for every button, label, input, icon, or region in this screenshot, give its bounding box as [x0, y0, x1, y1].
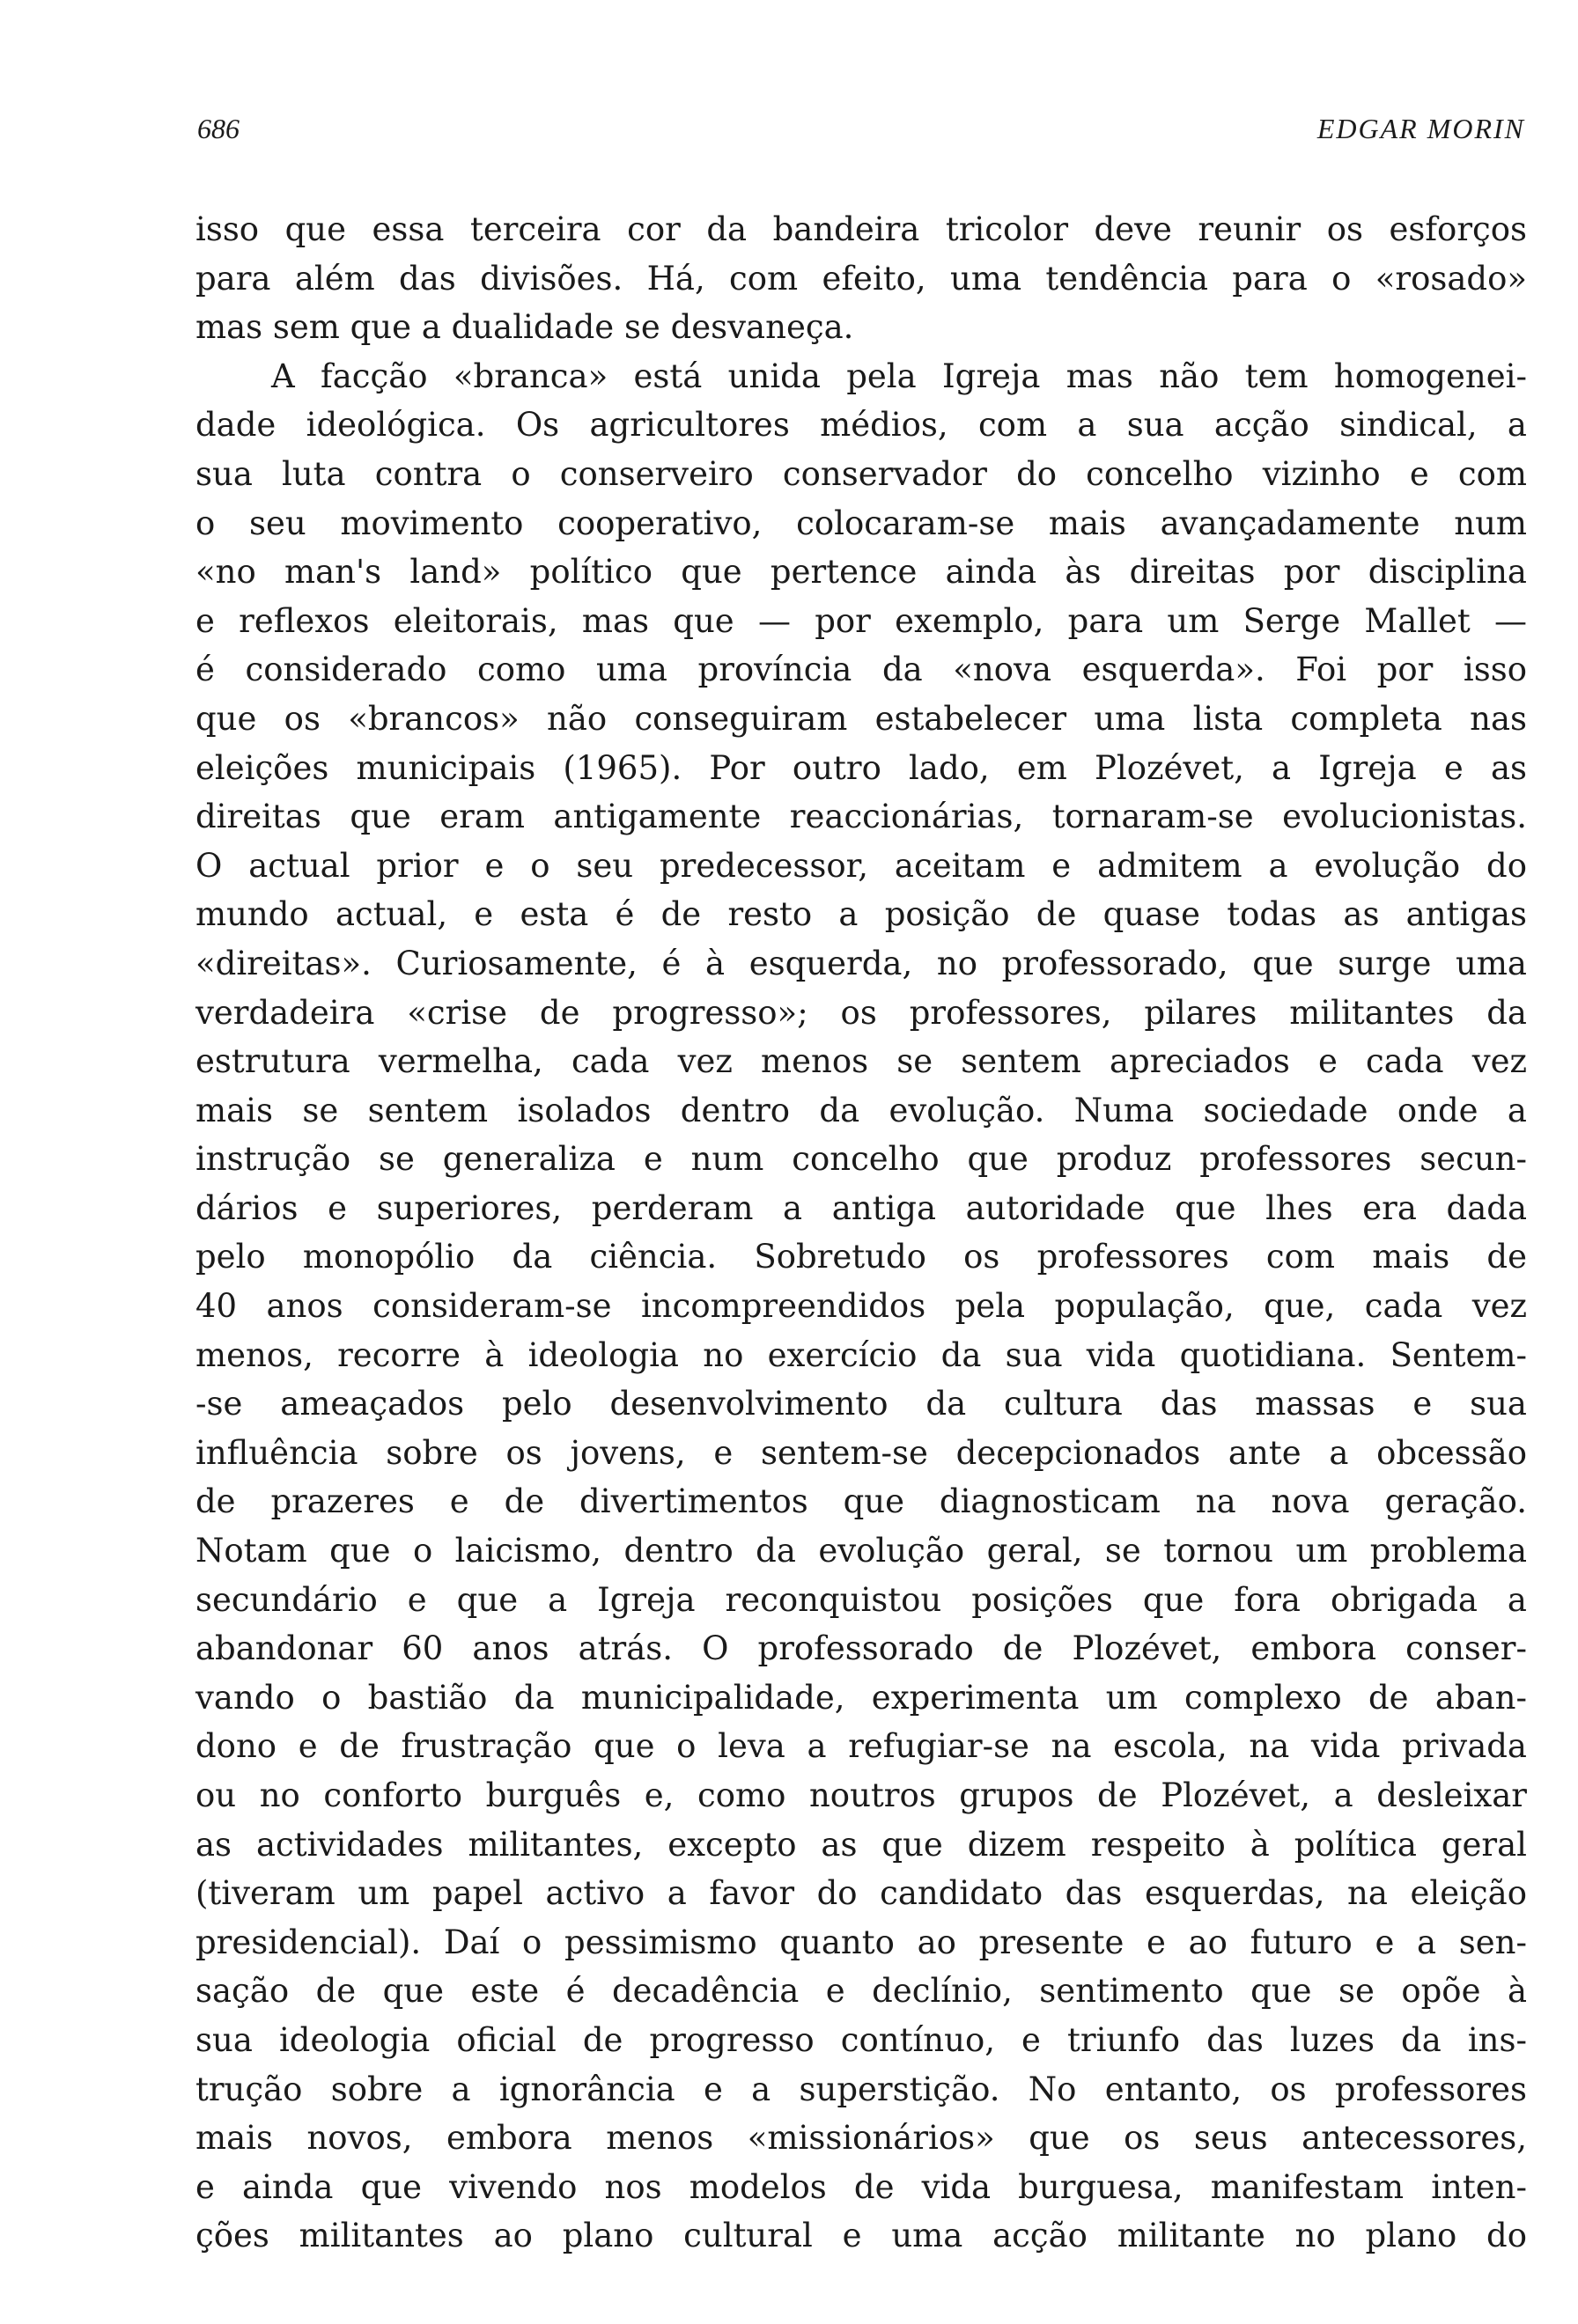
text-line: «no man's land» político que pertence ainda às direitas por disciplina: [195, 553, 1527, 592]
running-header: [197, 113, 1525, 153]
text-line: O actual prior e o seu predecessor, aceitam e admitem a evolução do: [195, 846, 1527, 885]
text-line: abandonar 60 anos atrás. O professorado de Plozévet, embora conser-: [195, 1629, 1527, 1668]
text-line: menos, recorre à ideologia no exercício da sua vida quotidiana. Sentem-: [195, 1335, 1527, 1374]
text-line: vando o bastião da municipalidade, experimenta um complexo de aban-: [195, 1678, 1527, 1717]
page-number: 686: [197, 113, 240, 144]
text-line: mundo actual, e esta é de resto a posição de quase todas as antigas: [195, 895, 1527, 934]
text-line: as actividades militantes, excepto as que dizem respeito à política geral: [195, 1825, 1527, 1864]
text-line: o seu movimento cooperativo, colocaram-se mais avançadamente num: [195, 504, 1527, 542]
text-line: ou no conforto burguês e, como noutros grupos de Plozévet, a desleixar: [195, 1776, 1527, 1814]
text-line: «direitas». Curiosamente, é à esquerda, no professorado, que surge uma: [195, 944, 1527, 982]
text-line: Notam que o laicismo, dentro da evolução geral, se tornou um problema: [195, 1532, 1527, 1570]
text-line: mais novos, embora menos «missionários» que os seus antecessores,: [195, 2119, 1527, 2158]
text-line: ções militantes ao plano cultural e uma acção militante no plano do: [195, 2217, 1527, 2255]
text-line: de prazeres e de divertimentos que diagnosticam na nova geração.: [195, 1482, 1527, 1521]
text-line: secundário e que a Igreja reconquistou posições que fora obrigada a: [195, 1580, 1527, 1619]
text-line: instrução se generaliza e num concelho que produz professores secun-: [195, 1140, 1527, 1179]
paragraph-first-line: A facção «branca» está unida pela Igreja mas não tem homogenei-: [271, 357, 1527, 395]
text-line: que os «brancos» não conseguiram estabelecer uma lista completa nas: [195, 699, 1527, 738]
running-title: EDGAR MORIN: [1316, 113, 1525, 144]
text-line: 40 anos consideram-se incompreendidos pela população, que, cada vez: [195, 1287, 1527, 1326]
body-text: [195, 205, 1527, 2261]
text-line: sua luta contra o conserveiro conservador do concelho vizinho e com: [195, 454, 1527, 493]
text-line: mais se sentem isolados dentro da evolução. Numa sociedade onde a: [195, 1091, 1527, 1129]
text-line: é considerado como uma província da «nova esquerda». Foi por isso: [195, 651, 1527, 689]
text-line: dade ideológica. Os agricultores médios, com a sua acção sindical, a: [195, 406, 1527, 445]
text-line: dono e de frustração que o leva a refugiar-se na escola, na vida privada: [195, 1727, 1527, 1766]
paragraph-last-line: mas sem que a dualidade se desvaneça.: [195, 308, 854, 347]
text-line: direitas que eram antigamente reaccionárias, tornaram-se evolucionistas.: [195, 798, 1527, 836]
text-line: eleições municipais (1965). Por outro lado, em Plozévet, a Igreja e as: [195, 748, 1527, 787]
text-line: influência sobre os jovens, e sentem-se decepcionados ante a obcessão: [195, 1433, 1527, 1472]
text-line: -se ameaçados pelo desenvolvimento da cultura das massas e sua: [195, 1385, 1527, 1423]
text-line: (tiveram um papel activo a favor do candidato das esquerdas, na eleição: [195, 1874, 1527, 1913]
text-line: sação de que este é decadência e declínio, sentimento que se opõe à: [195, 1972, 1527, 2011]
text-line: para além das divisões. Há, com efeito, uma tendência para o «rosado»: [195, 259, 1527, 298]
text-line: e reflexos eleitorais, mas que — por exemplo, para um Serge Mallet —: [195, 601, 1527, 640]
text-line: dários e superiores, perderam a antiga autoridade que lhes era dada: [195, 1188, 1527, 1227]
text-line: pelo monopólio da ciência. Sobretudo os professores com mais de: [195, 1238, 1527, 1276]
text-line: e ainda que vivendo nos modelos de vida burguesa, manifestam inten-: [195, 2167, 1527, 2206]
text-line: trução sobre a ignorância e a superstição. No entanto, os professores: [195, 2070, 1527, 2108]
text-line: isso que essa terceira cor da bandeira tricolor deve reunir os esforços: [195, 210, 1527, 248]
text-line: estrutura vermelha, cada vez menos se sentem apreciados e cada vez: [195, 1042, 1527, 1081]
text-line: presidencial). Daí o pessimismo quanto ao presente e ao futuro e a sen-: [195, 1923, 1527, 1961]
text-line: verdadeira «crise de progresso»; os professores, pilares militantes da: [195, 993, 1527, 1032]
text-line: sua ideologia oficial de progresso contínuo, e triunfo das luzes da ins-: [195, 2020, 1527, 2059]
